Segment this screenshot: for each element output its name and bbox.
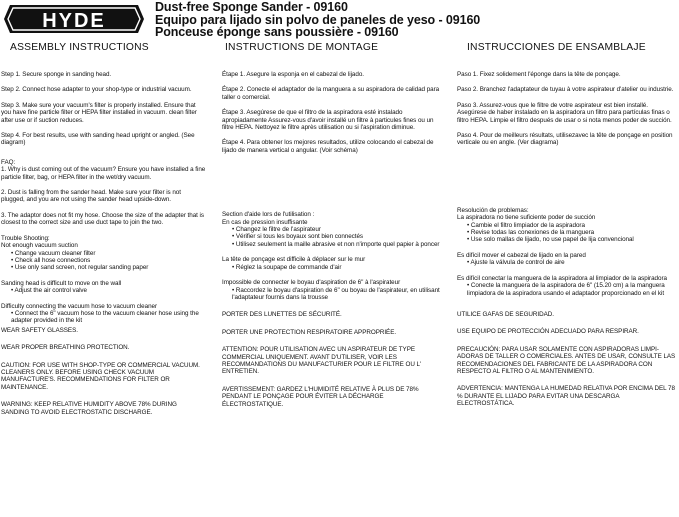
es-step-3: Paso 3. Assurez-vous que le filtre de votre aspirateur est bien installé. Asegúrese de haber instalado en la aspiradora un filtro para partículas finas o filtro HEPA. Limpie el filtro después de usar o si nota menos poder de succión. — [457, 101, 672, 124]
fr-troubleshooting-title: Section d'aide lors de l'utilisation : — [222, 211, 315, 219]
heading-spanish: INSTRUCCIONES DE ENSAMBLAJE — [467, 42, 646, 53]
es-warning: ADVERTENCIA: MANTENGA LA HUMEDAD RELATIVA POR ENCIMA DEL 78 % DURANTE EL LIJADO PARA EVITAR UNA DESCARGA ELECTROSTÁTICA. — [457, 385, 675, 408]
en-troubleshooting-title: Trouble Shooting: — [1, 234, 50, 242]
es-ts-2-item: • Ajuste la válvula de control de aire — [457, 259, 677, 266]
en-breathing: WEAR PROPER BREATHING PROTECTION. — [1, 344, 130, 352]
fr-ts-2: La tête de ponçage est difficile à déplacer sur le mur — [222, 256, 366, 264]
title-fr: Ponceuse éponge sans poussière - 09160 — [155, 25, 399, 40]
en-caution: CAUTION: FOR USE WITH SHOP-TYPE OR COMMERCIAL VACUUM. CLEANERS ONLY. BEFORE USING CHECK VACUUM MANUFACTURE'S. RECOMMENDATIONS FOR FILTER OR MAINTENANCE. — [1, 361, 200, 391]
title-es: Equipo para lijado sin polvo de paneles de yeso - 09160 — [155, 12, 481, 27]
column-french — [222, 42, 444, 408]
hyde-logo — [4, 3, 144, 35]
es-ts-3-item: • Conecte la manguera de la aspiradora de 6" (15.20 cm) a la manguera limpiadora de la aspiradora usando el adaptador proporcionado en el kit — [457, 282, 677, 297]
es-ts-1-item: • Use solo mallas de lijado, no use papel de lija convencional — [457, 236, 677, 243]
es-step-4: Paso 4. Pour de meilleurs résultats, utilisezavec la tête de ponçage en position verticale ou en angle. (Ver diagrama) — [457, 132, 673, 147]
es-step-1: Paso 1. Fixez solidement l'éponge dans la tête de ponçage. — [457, 71, 621, 78]
title-en: Dust-free Sponge Sander - 09160 — [155, 0, 348, 14]
heading-french: INSTRUCTIONS DE MONTAGE — [225, 42, 379, 53]
fr-step-1: Étape 1. Asegure la esponja en el cabezal de lijado. — [222, 71, 364, 78]
faq-2: 2. Dust is falling from the sander head. Make sure your filter is not plugged, and you are not using the sander head upside-down. — [1, 189, 181, 204]
fr-ts-1-item: • Changez le filtre de l'aspirateur — [222, 226, 444, 233]
fr-ts-3: Impossible de connecter le boyau d'aspiration de 6" à l'aspirateur — [222, 279, 401, 287]
es-troubleshooting-title: Resolución de problemas: — [457, 206, 529, 214]
heading-english: ASSEMBLY INSTRUCTIONS — [10, 42, 149, 53]
en-step-3: Step 3. Make sure your vacuum's filter is properly installed. Ensure that you have fine particle filter or HEPA filter installed in vacuum. clean filter after use or if suction reduces. — [1, 101, 197, 124]
en-ts-2: Sanding head is difficult to move on the wall — [1, 279, 122, 287]
product-titles — [155, 1, 480, 39]
faq-title: FAQ: — [1, 158, 16, 166]
en-ts-1-item: • Check all hose connections — [1, 257, 206, 264]
es-safety: UTILICE GAFAS DE SEGURIDAD. — [457, 310, 554, 318]
es-ts-1-item: • Cambie el filtro limpiador de la aspiradora — [457, 222, 677, 229]
es-ts-3: Es difícil conectar la manguera de la aspiradora al limpiador de la aspiradora — [457, 274, 667, 282]
fr-ts-1: En cas de pression insuffisante — [222, 218, 308, 226]
es-ts-1: La aspiradora no tiene suficiente poder de succión — [457, 214, 596, 222]
fr-ts-3-item: • Raccordez le boyau d'aspiration de 6" ou boyau de l'aspirateur, en utilisant l'adaptateur fournis dans la trousse — [222, 287, 444, 302]
column-english — [1, 42, 206, 416]
en-warning: WARNING: KEEP RELATIVE HUMIDITY ABOVE 78% DURING SANDING TO AVOID ELECTROSTATIC DISCHARGE. — [1, 401, 177, 416]
faq-1: 1. Why is dust coming out of the vacuum? Ensure you have installed a fine particle filter, bag, or HEPA filter in the wet/dry vacuum. — [1, 166, 206, 181]
column-spanish — [457, 42, 677, 408]
en-ts-3-item: • Connect the 6" vacuum hose to the vacuum cleaner hose using the adapter provided in the kit — [1, 310, 206, 325]
es-breathing: USE EQUIPO DE PROTECCIÓN ADECUADO PARA RESPIRAR. — [457, 328, 639, 336]
fr-ts-2-item: • Réglez la soupape de commande d'air — [222, 264, 444, 271]
fr-safety: PORTER DES LUNETTES DE SÉCURITÉ. — [222, 311, 342, 319]
en-ts-3: Difficulty connecting the vacuum hose to vacuum cleaner — [1, 302, 158, 310]
en-ts-1-item: • Change vacuum cleaner filter — [1, 250, 206, 257]
es-caution: PRECAUCIÓN: PARA USAR SOLAMENTE CON ASPIRADORAS LIMPI-ADORAS DE TALLER O COMERCIALES. ANTES DE USAR, CONSULTE LAS RECOMENDACIONES DEL FABRICANTE DE LA ASPIRADORA CON RESPECTO AL FILTRO O AL MANTENIMIENTO. — [457, 345, 676, 375]
fr-caution: ATTENTION: POUR UTILISATION AVEC UN ASPIRATEUR DE TYPE COMMERCIAL UNIQUEMENT. AVANT D'UTILISER, VOIR LES RECOMMANDATIONS DU MANUFACTURIER POUR LE FILTRE OU L' ENTRETIEN. — [222, 346, 422, 376]
fr-breathing: PORTER UNE PROTECTION RESPIRATOIRE APPROPRIÉE. — [222, 328, 397, 336]
svg-text:HYDE: HYDE — [42, 10, 106, 32]
en-step-1: Step 1. Secure sponge in sanding head. — [1, 71, 112, 78]
es-ts-2: Es difícil mover el cabezal de lijado en la pared — [457, 251, 586, 259]
fr-step-2: Étape 2. Conecte el adaptador de la manguera a su aspiradora de calidad para taller o comercial. — [222, 86, 440, 101]
fr-ts-1-item: • Utilisez seulement la maille abrasive et non n'importe quel papier à poncer — [222, 241, 444, 248]
fr-ts-1-item: • Vérifier si tous les boyaux sont bien connectés — [222, 233, 444, 240]
fr-step-4: Étape 4. Para obtener los mejores resultados, utilize colocando el cabezal de lijado de manera vertical o angular. (Voir schéma) — [222, 139, 434, 154]
fr-warning: AVERTISSEMENT: GARDEZ L'HUMIDITÉ RELATIVE À PLUS DE 78% PENDANT LE PONÇAGE POUR ÉVITER LA DÉCHARGE ÉLECTROSTATIQUE. — [222, 385, 419, 408]
fr-step-3: Étape 3. Asegúrese de que el filtro de la aspiradora esté instalado apropiadamente Assurez-vous d'avoir installé un filtre à particules fines ou un filtre HEPA. Nettoyez le filtre après utilisation ou si l'aspiration diminue. — [222, 109, 434, 132]
en-ts-1-item: • Use only sand screen, not regular sanding paper — [1, 264, 206, 271]
en-step-2: Step 2. Connect hose adapter to your shop-type or industrial vacuum. — [1, 86, 192, 94]
es-ts-1-item: • Revise todas las conexiones de la manguera — [457, 229, 677, 236]
en-ts-2-item: • Adjust the air control valve — [1, 287, 206, 294]
faq-3: 3. The adaptor does not fit my hose. Choose the size of the adapter that is closest to the correct size and use duct tape to join the two. — [1, 211, 205, 227]
en-step-4: Step 4. For best results, use with sanding head upright or angled. (See diagram) — [1, 132, 195, 147]
header — [0, 0, 679, 40]
en-safety: WEAR SAFETY GLASSES. — [1, 326, 78, 334]
es-step-2: Paso 2. Branchez l'adaptateur de tuyau à votre aspirateur d'atelier ou industrie. — [457, 86, 674, 94]
en-ts-1: Not enough vacuum suction — [1, 242, 78, 250]
